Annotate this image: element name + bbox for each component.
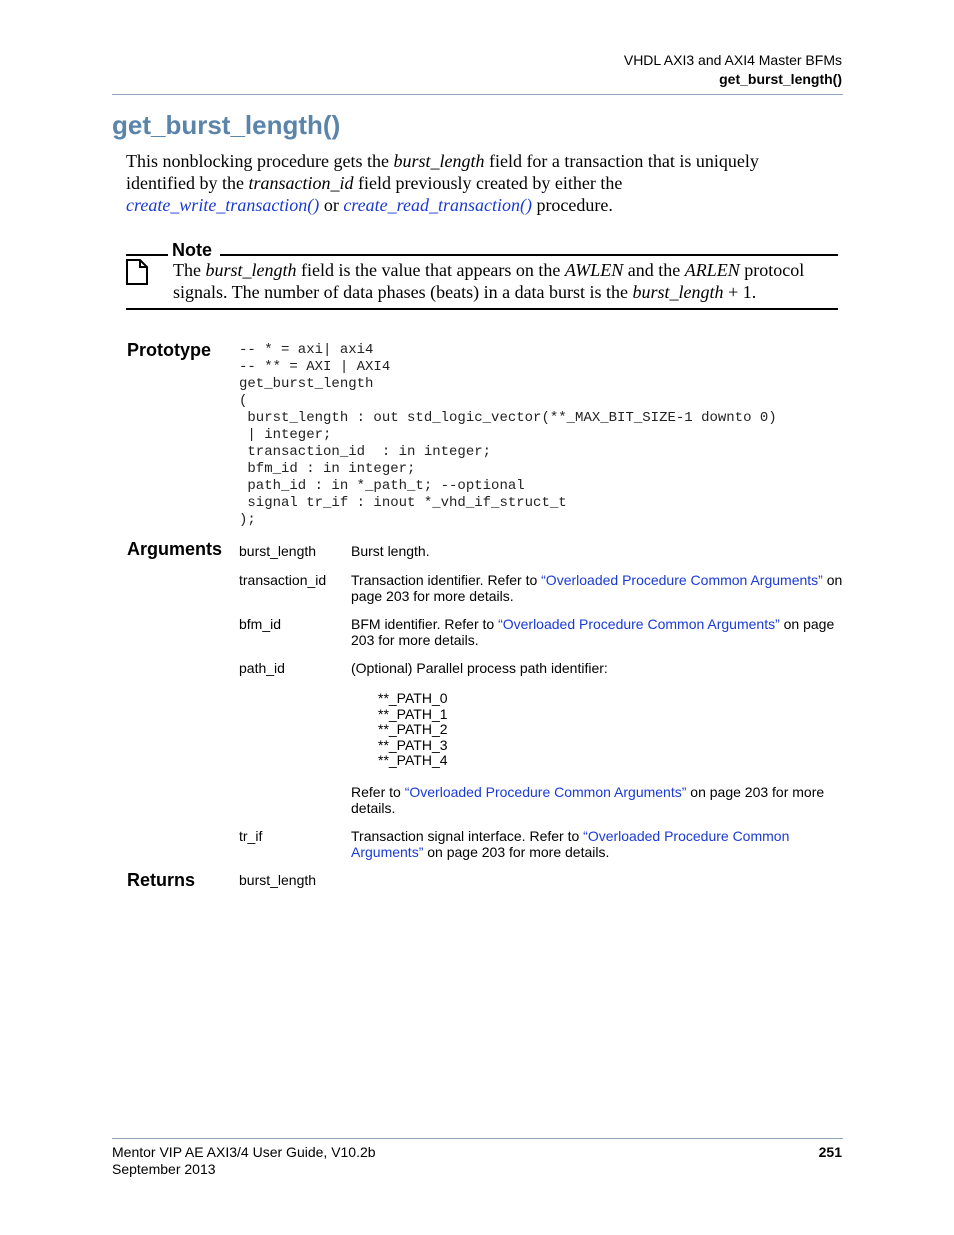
argument-description: Transaction identifier. Refer to “Overloaded Procedure Common Arguments” on page 203 for more details. (351, 572, 843, 604)
note-rule-top (220, 254, 838, 256)
field-name: transaction_id (248, 173, 354, 193)
argument-name: path_id (239, 660, 285, 676)
footer-guide-title: Mentor VIP AE AXI3/4 User Guide, V10.2b (112, 1144, 376, 1160)
page-number: 251 (818, 1144, 842, 1160)
overloaded-procedure-args-link[interactable]: “Overloaded Procedure Common Arguments” (404, 784, 687, 800)
note-rule-bottom (126, 308, 838, 310)
create-read-transaction-link[interactable]: create_read_transaction() (343, 195, 532, 215)
argument-description: BFM identifier. Refer to “Overloaded Procedure Common Arguments” on page 203 for more details. (351, 616, 835, 648)
footer-rule (112, 1138, 843, 1139)
list-item: **_PATH_1 (378, 705, 448, 722)
argument-description: Burst length. (351, 543, 430, 559)
note-rule-top (126, 254, 168, 256)
page-title: get_burst_length() (112, 110, 341, 140)
running-header-section: VHDL AXI3 and AXI4 Master BFMs (623, 52, 842, 68)
create-write-transaction-link[interactable]: create_write_transaction() (126, 195, 320, 215)
argument-name: tr_if (239, 828, 263, 844)
note-page-icon (126, 259, 148, 285)
argument-name: bfm_id (239, 616, 282, 632)
list-item: **_PATH_3 (378, 736, 448, 753)
field-name: burst_length (393, 151, 485, 171)
argument-description: Refer to “Overloaded Procedure Common Arguments” on page 203 for more details. (351, 784, 825, 816)
argument-name: transaction_id (239, 572, 327, 588)
footer-date: September 2013 (112, 1161, 216, 1177)
list-item: **_PATH_2 (378, 721, 448, 737)
header-rule (112, 94, 843, 95)
argument-description: Transaction signal interface. Refer to “Overloaded Procedure Common Arguments” on page 203 for more details. (351, 828, 790, 860)
prototype-heading: Prototype (127, 340, 212, 360)
arguments-heading: Arguments (127, 539, 223, 559)
path-list (378, 691, 448, 769)
overloaded-procedure-args-link[interactable]: “Overloaded Procedure Common Arguments” (351, 828, 790, 860)
overloaded-procedure-args-link[interactable]: “Overloaded Procedure Common Arguments” (498, 616, 780, 632)
prototype-code: -- * = axi| axi4 -- ** = AXI | AXI4 get_burst_length ( burst_length : out std_logic_vector(**_MAX_BIT_SIZE-1 downto 0) | integer; transaction_id : in integer; bfm_id : in integer; path_id : in *_path_t; --optional signal tr_if : inout *_vhd_if_struct_t ); (239, 342, 777, 528)
list-item: **_PATH_0 (378, 690, 448, 706)
returns-value: burst_length (239, 872, 317, 888)
note-label: Note (172, 240, 212, 260)
running-header-topic: get_burst_length() (719, 71, 842, 87)
argument-name: burst_length (239, 543, 317, 559)
intro-paragraph: This nonblocking procedure gets the burst_length field for a transaction that is uniquely identified by the transaction_id field previously created by either the create_write_transaction() or create_read_transaction() procedure. (126, 151, 759, 215)
list-item: **_PATH_4 (378, 752, 448, 768)
note-text: The burst_length field is the value that appears on the AWLEN and the ARLEN protocol signals. The number of data phases (beats) in a data burst is the burst_length + 1. (173, 260, 805, 302)
overloaded-procedure-args-link[interactable]: “Overloaded Procedure Common Arguments” (541, 572, 823, 588)
argument-description: (Optional) Parallel process path identifier: (351, 660, 608, 676)
returns-heading: Returns (127, 870, 196, 890)
